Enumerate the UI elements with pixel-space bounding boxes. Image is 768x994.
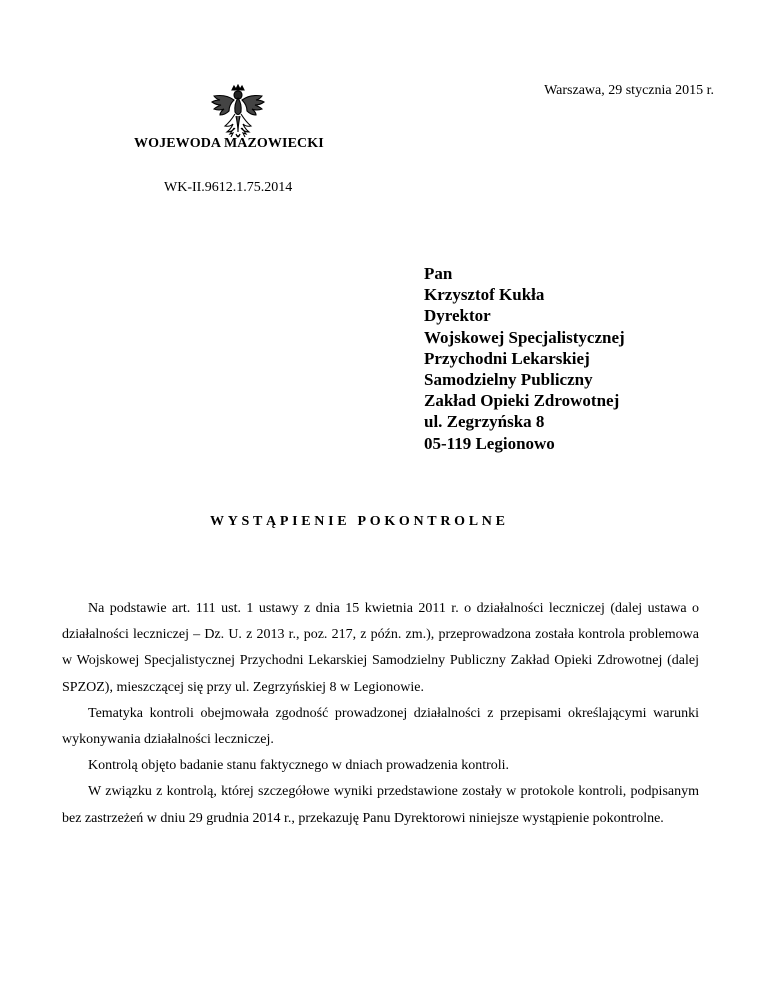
document-title: WYSTĄPIENIE POKONTROLNE (210, 514, 509, 529)
recipient-line: Zakład Opieki Zdrowotnej (424, 391, 620, 411)
document-body (62, 596, 699, 832)
recipient-line: Wojskowej Specjalistycznej (424, 327, 625, 347)
recipient-line: Samodzielny Publiczny (424, 370, 593, 390)
recipient-line: ul. Zegrzyńska 8 (424, 412, 545, 432)
recipient-line: Dyrektor (424, 306, 491, 326)
office-name: WOJEWODA MAZOWIECKI (134, 136, 324, 151)
body-paragraph: Na podstawie art. 111 ust. 1 ustawy z dnia 15 kwietnia 2011 r. o działalności leczniczej (dalej ustawa o działalności leczniczej – Dz. U. z 2013 r., poz. 217, z późn. zm.), przeprowadzona została kontrola problemowa w Wojskowej Specjalistycznej Przychodni Lekarskiej Samodzielny Publiczny Zakład Opieki Zdrowotnej (dalej SPZOZ), mieszczącej się przy ul. Zegrzyńskiej 8 w Legionowie. (62, 601, 699, 695)
recipient-line: 05-119 Legionowo (424, 433, 555, 453)
letter-date: Warszawa, 29 stycznia 2015 r. (544, 83, 714, 98)
recipient-line: Pan (424, 264, 453, 283)
body-paragraph: Tematyka kontroli obejmowała zgodność prowadzonej działalności z przepisami określającymi warunki wykonywania działalności leczniczej. (62, 705, 699, 748)
recipient-line: Krzysztof Kukła (424, 285, 545, 305)
recipient-address (424, 263, 625, 454)
body-paragraph: Kontrolą objęto badanie stanu faktycznego w dniach prowadzenia kontroli. (88, 758, 510, 774)
reference-number: WK-II.9612.1.75.2014 (164, 180, 293, 195)
body-paragraph: W związku z kontrolą, której szczegółowe wyniki przedstawione zostały w protokole kontroli, podpisanym bez zastrzeżeń w dniu 29 grudnia 2014 r., przekazuję Panu Dyrektorowi niniejsze wystąpienie pokontrolne. (62, 784, 699, 826)
polish-eagle-emblem-icon (210, 84, 266, 142)
recipient-line: Przychodni Lekarskiej (424, 348, 590, 368)
